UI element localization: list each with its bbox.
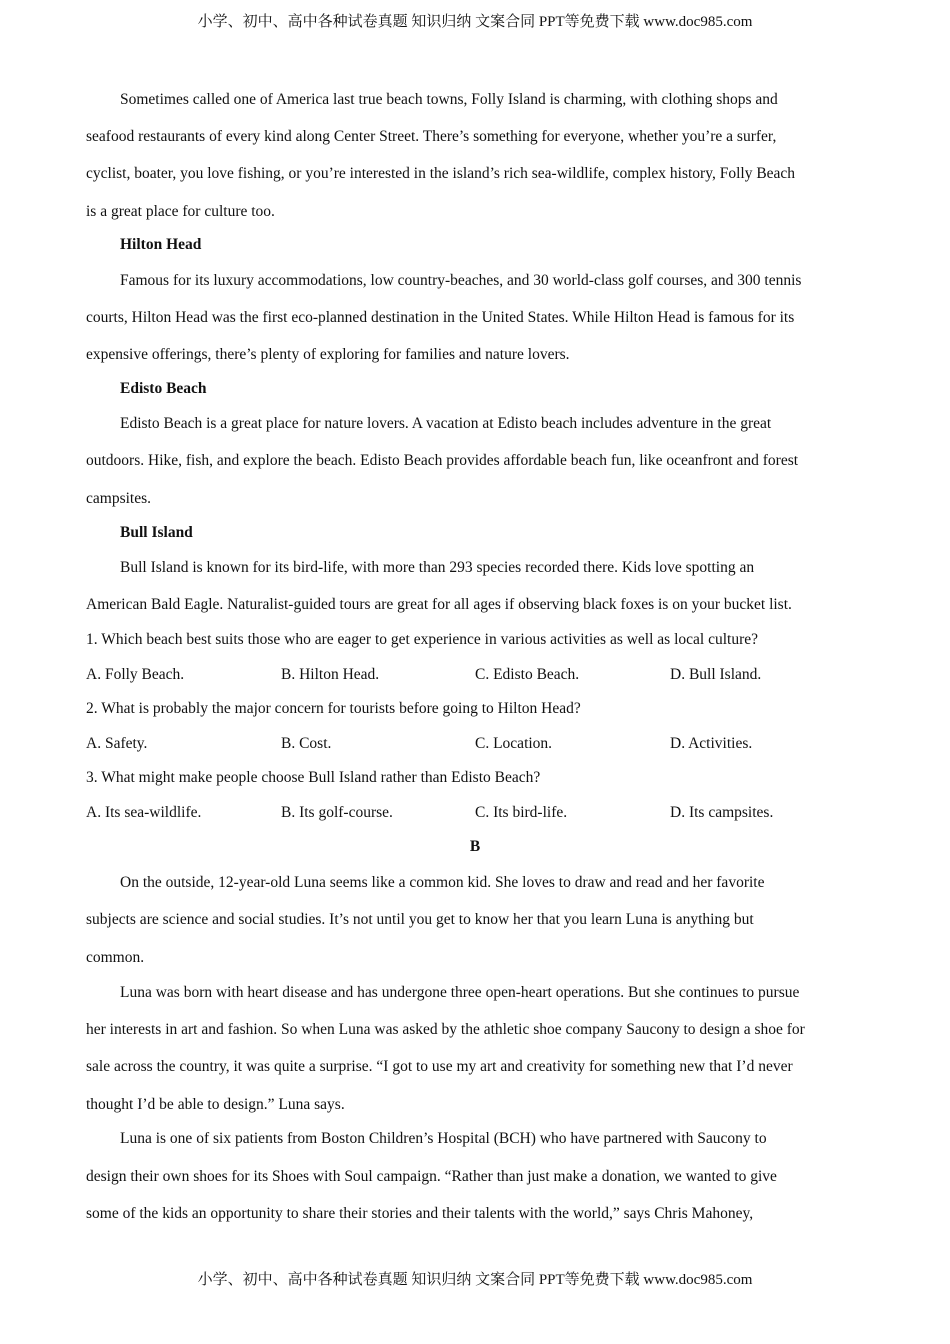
text-line: 2. What is probably the major concern for tourists before going to Hilton Head? bbox=[86, 700, 581, 717]
text-line: thought I’d be able to design.” Luna says. bbox=[86, 1096, 345, 1113]
page-header: 小学、初中、高中各种试卷真题 知识归纳 文案合同 PPT等免费下载 www.doc985.com bbox=[197, 14, 753, 30]
text-line: sale across the country, it was quite a surprise. “I got to use my art and creativity for something new that I’d never bbox=[86, 1058, 793, 1075]
section-heading: Bull Island bbox=[120, 524, 193, 541]
text-line: design their own shoes for its Shoes with Soul campaign. “Rather than just make a donation, we wanted to give bbox=[86, 1168, 777, 1185]
text-line: cyclist, boater, you love fishing, or you’re interested in the island’s rich sea-wildlife, complex history, Folly Beach bbox=[86, 165, 796, 182]
answer-option: C. Location. bbox=[475, 735, 553, 752]
text-line: Famous for its luxury accommodations, low country-beaches, and 30 world-class golf courses, and 300 tennis bbox=[120, 272, 802, 289]
answer-option: A. Safety. bbox=[86, 735, 148, 752]
text-line: common. bbox=[86, 949, 145, 966]
page-footer: 小学、初中、高中各种试卷真题 知识归纳 文案合同 PPT等免费下载 www.doc985.com bbox=[197, 1272, 753, 1288]
section-heading: Edisto Beach bbox=[120, 380, 207, 397]
answer-option: B. Cost. bbox=[281, 735, 332, 752]
text-line: American Bald Eagle. Naturalist-guided tours are great for all ages if observing black foxes is on your bucket list. bbox=[86, 596, 792, 613]
answer-option: A. Its sea-wildlife. bbox=[86, 804, 202, 821]
text-line: Luna was born with heart disease and has undergone three open-heart operations. But she continues to pursue bbox=[120, 984, 800, 1001]
text-line: courts, Hilton Head was the first eco-planned destination in the United States. While Hilton Head is famous for its bbox=[86, 309, 795, 326]
answer-option: A. Folly Beach. bbox=[86, 666, 185, 683]
answer-option: B. Its golf-course. bbox=[281, 804, 393, 821]
answer-option: C. Its bird-life. bbox=[475, 804, 568, 821]
text-line: is a great place for culture too. bbox=[86, 203, 275, 220]
answer-option: B. Hilton Head. bbox=[281, 666, 380, 683]
section-heading: Hilton Head bbox=[120, 236, 202, 253]
text-line: expensive offerings, there’s plenty of exploring for families and nature lovers. bbox=[86, 346, 570, 363]
part-heading: B bbox=[469, 838, 481, 855]
text-line: On the outside, 12-year-old Luna seems like a common kid. She loves to draw and read and her favorite bbox=[120, 874, 765, 891]
answer-option: C. Edisto Beach. bbox=[475, 666, 580, 683]
text-line: her interests in art and fashion. So when Luna was asked by the athletic shoe company Saucony to design a shoe for bbox=[86, 1021, 805, 1038]
text-line: 3. What might make people choose Bull Island rather than Edisto Beach? bbox=[86, 769, 541, 786]
answer-option: D. Activities. bbox=[670, 735, 753, 752]
text-line: subjects are science and social studies. It’s not until you get to know her that you learn Luna is anything but bbox=[86, 911, 754, 928]
answer-option: D. Its campsites. bbox=[670, 804, 774, 821]
text-line: 1. Which beach best suits those who are eager to get experience in various activities as well as local culture? bbox=[86, 631, 758, 648]
text-line: outdoors. Hike, fish, and explore the beach. Edisto Beach provides affordable beach fun, like oceanfront and forest bbox=[86, 452, 799, 469]
text-line: campsites. bbox=[86, 490, 151, 507]
text-line: Sometimes called one of America last true beach towns, Folly Island is charming, with clothing shops and bbox=[120, 91, 778, 108]
text-line: Bull Island is known for its bird-life, with more than 293 species recorded there. Kids love spotting an bbox=[120, 559, 755, 576]
text-line: seafood restaurants of every kind along Center Street. There’s something for everyone, whether you’re a surfer, bbox=[86, 128, 777, 145]
text-line: Luna is one of six patients from Boston Children’s Hospital (BCH) who have partnered with Saucony to bbox=[120, 1130, 767, 1147]
answer-option: D. Bull Island. bbox=[670, 666, 762, 683]
text-line: some of the kids an opportunity to share their stories and their talents with the world,” says Chris Mahoney, bbox=[86, 1205, 754, 1222]
text-line: Edisto Beach is a great place for nature lovers. A vacation at Edisto beach includes adventure in the great bbox=[120, 415, 772, 432]
